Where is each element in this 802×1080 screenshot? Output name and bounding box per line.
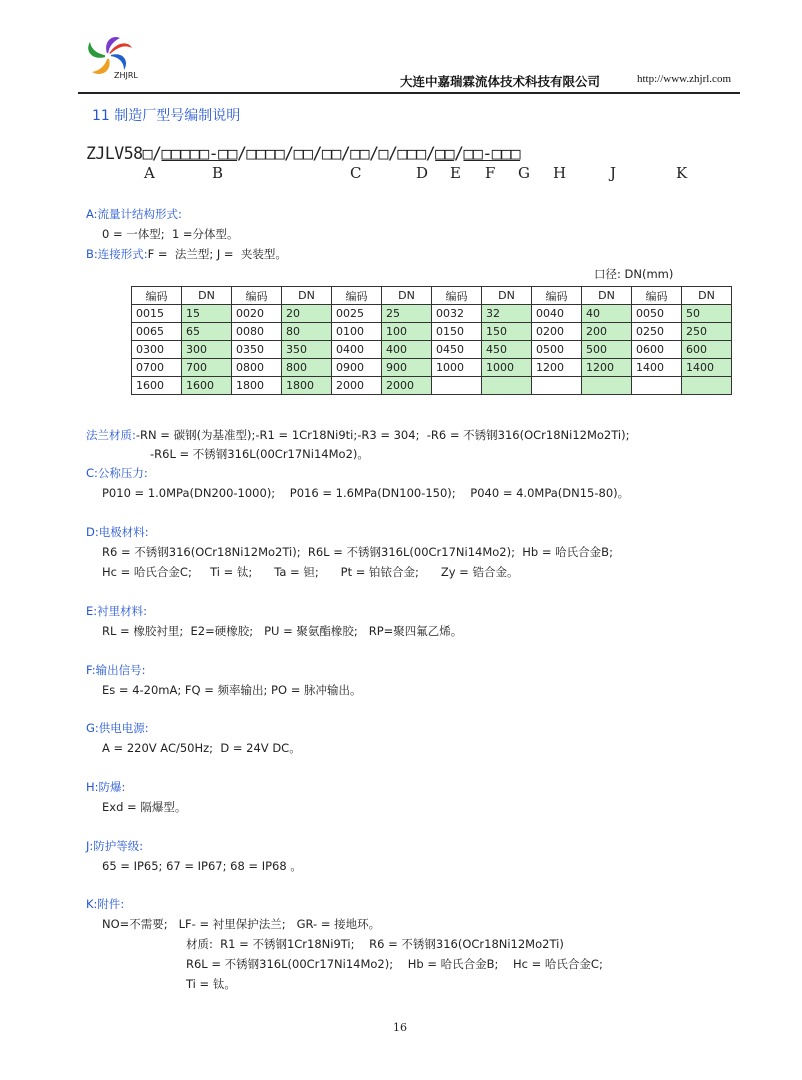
model-sep: / bbox=[425, 144, 436, 163]
dn-value-cell bbox=[482, 377, 532, 395]
code-header-cell: 编码 bbox=[132, 287, 182, 305]
section-j-heading: J:防护等级: bbox=[86, 839, 144, 853]
code-cell: 0350 bbox=[232, 341, 282, 359]
code-cell: 0450 bbox=[432, 341, 482, 359]
code-cell: 1000 bbox=[432, 359, 482, 377]
flange-line-2: -R6L = 不锈钢316L(00Cr17Ni14Mo2)。 bbox=[150, 447, 369, 461]
code-cell: 1600 bbox=[132, 377, 182, 395]
dn-value-cell: 500 bbox=[582, 341, 632, 359]
section-f-heading: F:输出信号: bbox=[86, 663, 146, 677]
section-k-line-4: Ti = 钛。 bbox=[186, 977, 236, 991]
dn-value-cell: 32 bbox=[482, 305, 532, 323]
model-part-d: □□ bbox=[293, 144, 313, 163]
section-k-line-3: R6L = 不锈钢316L(00Cr17Ni14Mo2); Hb = 哈氏合金B; Hc = 哈氏合金C; bbox=[186, 957, 603, 971]
dn-table-row bbox=[132, 359, 732, 377]
code-letter-d: D bbox=[416, 164, 429, 182]
company-url: http://www.zhjrl.com bbox=[637, 73, 731, 85]
code-cell: 1400 bbox=[632, 359, 682, 377]
page-number: 16 bbox=[393, 1021, 407, 1034]
code-cell: 0150 bbox=[432, 323, 482, 341]
model-part-f: □□ bbox=[350, 144, 370, 163]
code-cell bbox=[532, 377, 582, 395]
dn-value-cell: 800 bbox=[282, 359, 332, 377]
dn-value-cell: 700 bbox=[182, 359, 232, 377]
dn-value-cell: 150 bbox=[482, 323, 532, 341]
dn-value-cell bbox=[682, 377, 732, 395]
dn-value-cell: 15 bbox=[182, 305, 232, 323]
section-e-heading: E:衬里材料: bbox=[86, 604, 148, 618]
flange-row bbox=[86, 427, 629, 443]
dn-value-cell: 40 bbox=[582, 305, 632, 323]
dn-header-cell: DN bbox=[182, 287, 232, 305]
code-cell: 0250 bbox=[632, 323, 682, 341]
code-cell: 0100 bbox=[332, 323, 382, 341]
code-cell: 0300 bbox=[132, 341, 182, 359]
code-cell: 0032 bbox=[432, 305, 482, 323]
code-letter-e: E bbox=[450, 164, 461, 182]
dn-value-cell: 250 bbox=[682, 323, 732, 341]
code-header-cell: 编码 bbox=[432, 287, 482, 305]
code-cell: 0025 bbox=[332, 305, 382, 323]
company-logo bbox=[80, 34, 150, 86]
dn-value-cell: 1600 bbox=[182, 377, 232, 395]
company-name: 大连中嘉瑞霖流体技术科技有限公司 bbox=[400, 74, 601, 89]
section-k-heading: K:附件: bbox=[86, 897, 125, 911]
model-sep: / bbox=[284, 144, 294, 163]
dn-table-row bbox=[132, 377, 732, 395]
dn-value-cell: 450 bbox=[482, 341, 532, 359]
section-title: 11 制造厂型号编制说明 bbox=[92, 108, 241, 124]
model-sep: / bbox=[387, 144, 398, 163]
code-cell: 0065 bbox=[132, 323, 182, 341]
section-g-line: A = 220V AC/50Hz; D = 24V DC。 bbox=[102, 741, 301, 755]
dn-table-row bbox=[132, 341, 732, 359]
model-part-k: □□-□□□ bbox=[463, 144, 521, 163]
model-part-j: □□ bbox=[435, 144, 455, 163]
dn-unit-label: 口径: DN(mm) bbox=[594, 267, 674, 281]
dn-header-cell: DN bbox=[682, 287, 732, 305]
model-sep: / bbox=[236, 144, 247, 163]
model-sep: / bbox=[340, 144, 351, 163]
section-b-text: F = 法兰型; J = 夹装型。 bbox=[147, 247, 287, 261]
dn-value-cell: 65 bbox=[182, 323, 232, 341]
model-sep: / bbox=[312, 144, 322, 163]
code-cell: 0600 bbox=[632, 341, 682, 359]
model-sep: / bbox=[454, 144, 464, 163]
section-b-heading: B:连接形式: bbox=[86, 247, 148, 261]
code-cell: 0015 bbox=[132, 305, 182, 323]
code-cell: 0900 bbox=[332, 359, 382, 377]
dn-value-cell: 1200 bbox=[582, 359, 632, 377]
code-cell: 0020 bbox=[232, 305, 282, 323]
section-g-heading: G:供电电源: bbox=[86, 721, 149, 735]
section-k-line-1: NO=不需要; LF- = 衬里保护法兰; GR- = 接地环。 bbox=[102, 917, 381, 931]
section-f-line: Es = 4-20mA; FQ = 频率输出; PO = 脉冲输出。 bbox=[102, 683, 362, 697]
dn-header-cell: DN bbox=[482, 287, 532, 305]
code-header-cell: 编码 bbox=[532, 287, 582, 305]
dn-value-cell: 1400 bbox=[682, 359, 732, 377]
flange-heading: 法兰材质: bbox=[86, 428, 136, 442]
dn-table-row bbox=[132, 323, 732, 341]
dn-value-cell: 2000 bbox=[382, 377, 432, 395]
code-header-cell: 编码 bbox=[232, 287, 282, 305]
model-sep: / bbox=[369, 144, 379, 163]
section-c-line: P010 = 1.0MPa(DN200-1000); P016 = 1.6MPa(DN100-150); P040 = 4.0MPa(DN15-80)。 bbox=[102, 486, 630, 500]
code-header-cell: 编码 bbox=[332, 287, 382, 305]
dn-value-cell: 20 bbox=[282, 305, 332, 323]
dn-table-row bbox=[132, 305, 732, 323]
dn-header-cell: DN bbox=[282, 287, 332, 305]
model-part-e: □□ bbox=[321, 144, 341, 163]
code-cell: 0050 bbox=[632, 305, 682, 323]
section-k-line-2: 材质: R1 = 不锈钢1Cr18Ni9Ti; R6 = 不锈钢316(OCr18Ni12Mo2Ti) bbox=[186, 937, 564, 951]
model-prefix: ZJLV58□/ bbox=[86, 144, 162, 163]
code-cell: 0080 bbox=[232, 323, 282, 341]
code-cell: 0040 bbox=[532, 305, 582, 323]
model-part-g: □ bbox=[378, 144, 388, 163]
code-letter-a: A bbox=[144, 164, 155, 182]
code-cell: 2000 bbox=[332, 377, 382, 395]
code-cell bbox=[432, 377, 482, 395]
dn-value-cell: 50 bbox=[682, 305, 732, 323]
section-b-row bbox=[86, 246, 287, 262]
dn-value-cell: 200 bbox=[582, 323, 632, 341]
code-cell: 0500 bbox=[532, 341, 582, 359]
code-letter-k: K bbox=[676, 164, 688, 182]
dn-header-cell: DN bbox=[582, 287, 632, 305]
dn-value-cell: 300 bbox=[182, 341, 232, 359]
section-c-heading: C:公称压力: bbox=[86, 466, 148, 480]
dn-value-cell: 400 bbox=[382, 341, 432, 359]
code-cell bbox=[632, 377, 682, 395]
code-letter-g: G bbox=[518, 164, 530, 182]
header-divider bbox=[78, 92, 740, 94]
section-a-heading: A:流量计结构形式: bbox=[86, 207, 182, 221]
dn-value-cell bbox=[582, 377, 632, 395]
section-d-line-1: R6 = 不锈钢316(OCr18Ni12Mo2Ti); R6L = 不锈钢316L(00Cr17Ni14Mo2); Hb = 哈氏合金B; bbox=[102, 545, 613, 559]
code-cell: 0700 bbox=[132, 359, 182, 377]
section-e-line: RL = 橡胶衬里; E2=硬橡胶; PU = 聚氨酯橡胶; RP=聚四氟乙烯。 bbox=[102, 624, 463, 638]
code-letter-j: J bbox=[610, 164, 617, 182]
model-part-c: □□□□ bbox=[246, 144, 285, 163]
code-cell: 0800 bbox=[232, 359, 282, 377]
model-code bbox=[86, 144, 520, 163]
code-cell: 0400 bbox=[332, 341, 382, 359]
code-header-cell: 编码 bbox=[632, 287, 682, 305]
dn-table-header-row bbox=[132, 287, 732, 305]
dn-code-table bbox=[131, 286, 732, 395]
dn-value-cell: 80 bbox=[282, 323, 332, 341]
dn-value-cell: 1800 bbox=[282, 377, 332, 395]
flange-line-1: -RN = 碳钢(为基准型);-R1 = 1Cr18Ni9ti;-R3 = 304; -R6 = 不锈钢316(OCr18Ni12Mo2Ti); bbox=[135, 428, 630, 442]
dn-value-cell: 100 bbox=[382, 323, 432, 341]
dn-value-cell: 350 bbox=[282, 341, 332, 359]
section-d-line-2: Hc = 哈氏合金C; Ti = 钛; Ta = 钽; Pt = 铂铱合金; Zy = 锆合金。 bbox=[102, 565, 519, 579]
code-cell: 1800 bbox=[232, 377, 282, 395]
section-j-line: 65 = IP65; 67 = IP67; 68 = IP68 。 bbox=[102, 859, 302, 873]
dn-value-cell: 600 bbox=[682, 341, 732, 359]
logo-text: ZHJRL bbox=[114, 71, 138, 80]
section-h-line: Exd = 隔爆型。 bbox=[102, 800, 187, 814]
code-letter-b: B bbox=[212, 164, 224, 182]
model-part-h: □□□ bbox=[397, 144, 426, 163]
code-cell: 1200 bbox=[532, 359, 582, 377]
dn-header-cell: DN bbox=[382, 287, 432, 305]
code-letter-f: F bbox=[485, 164, 496, 182]
code-cell: 0200 bbox=[532, 323, 582, 341]
dn-value-cell: 25 bbox=[382, 305, 432, 323]
code-letter-c: C bbox=[350, 164, 362, 182]
dn-value-cell: 900 bbox=[382, 359, 432, 377]
dn-value-cell: 1000 bbox=[482, 359, 532, 377]
code-letter-h: H bbox=[553, 164, 567, 182]
section-h-heading: H:防爆: bbox=[86, 780, 126, 794]
model-part-b: □□□□□-□□ bbox=[161, 144, 237, 163]
section-a-line: 0 = 一体型; 1 =分体型。 bbox=[102, 227, 239, 241]
section-d-heading: D:电极材料: bbox=[86, 525, 149, 539]
